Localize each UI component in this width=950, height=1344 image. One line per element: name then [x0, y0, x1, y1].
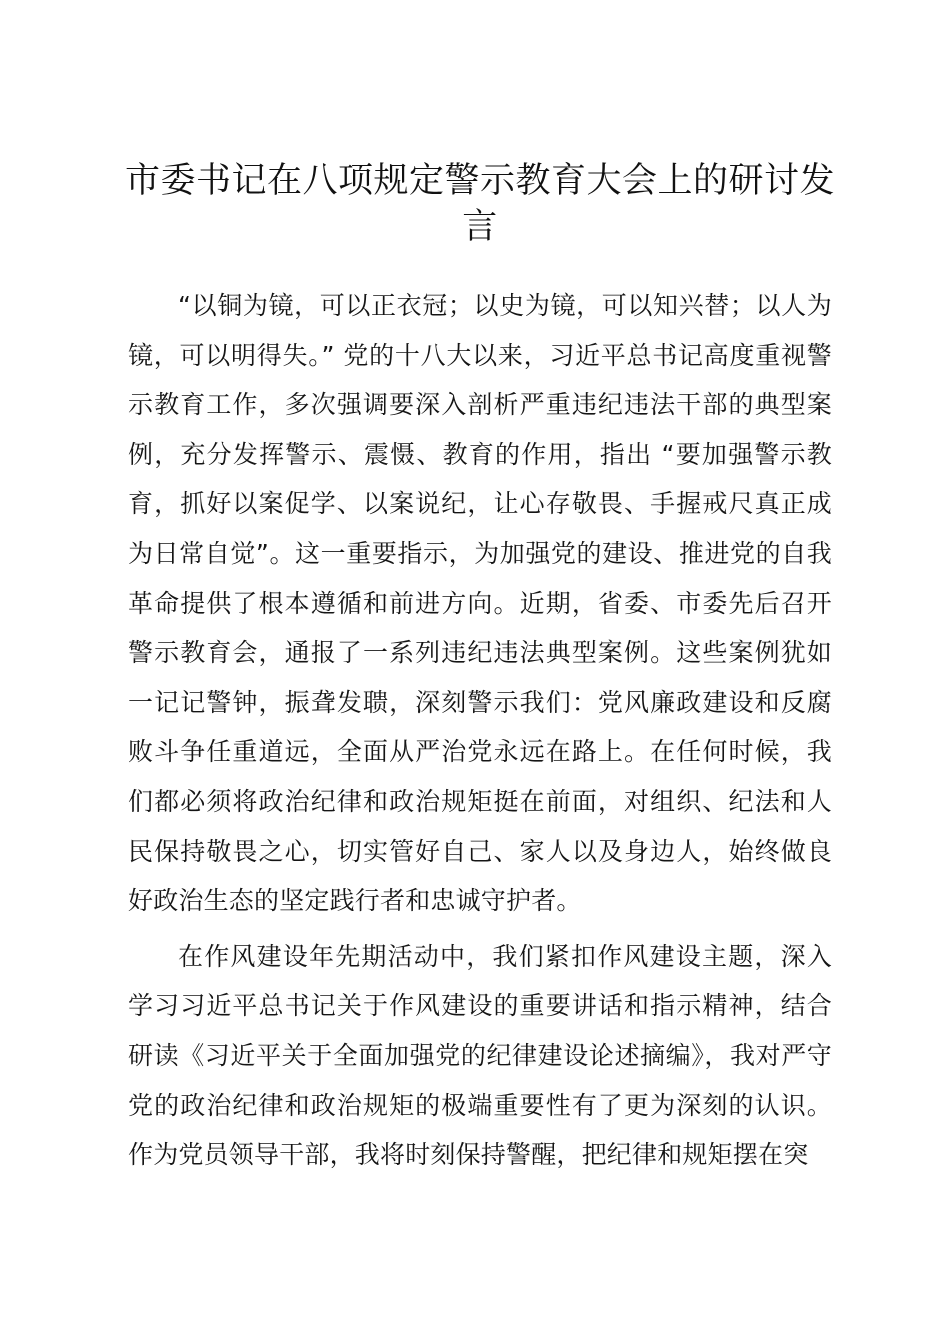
paragraph-2: 在作风建设年先期活动中，我们紧扣作风建设主题，深入学习习近平总书记关于作风建设的重要讲话和指示精神，结合研读《习近平关于全面加强党的纪律建设论述摘编》，我对严守党的政治纪律和政治规矩的极端重要性有了更为深刻的认识。作为党员领导干部，我将时刻保持警醒，把纪律和规矩摆在突 [128, 941, 832, 1170]
document-title: 市委书记在八项规定警示教育大会上的研讨发言 [124, 161, 835, 247]
paragraph-1: “以铜为镜，可以正衣冠；以史为镜，可以知兴替；以人为镜，可以明得失。” 党的十八大以来，习近平总书记高度重视警示教育工作，多次强调要深入剖析严重违纪违法干部的典型案例，充分发挥警示、震慑、教育的作用，指出 “要加强警示教育，抓好以案促学、以案说纪，让心存敬畏、手握戒尺真正成为日常自觉”。这一重要指示，为加强党的建设、推进党的自我革命提供了根本遵循和前进方向。近期，省委、市委先后召开警示教育会，通报了一系列违纪违法典型案例。这些案例犹如一记记警钟，振聋发聩，深刻警示我们：党风廉政建设和反腐败斗争任重道远，全面从严治党永远在路上。在任何时候，我们都必须将政治纪律和政治规矩挺在前面，对组织、纪法和人民保持敬畏之心，切实管好自己、家人以及身边人，始终做良好政治生态的坚定践行者和忠诚守护者。 [128, 291, 832, 916]
document-body [128, 281, 832, 1180]
